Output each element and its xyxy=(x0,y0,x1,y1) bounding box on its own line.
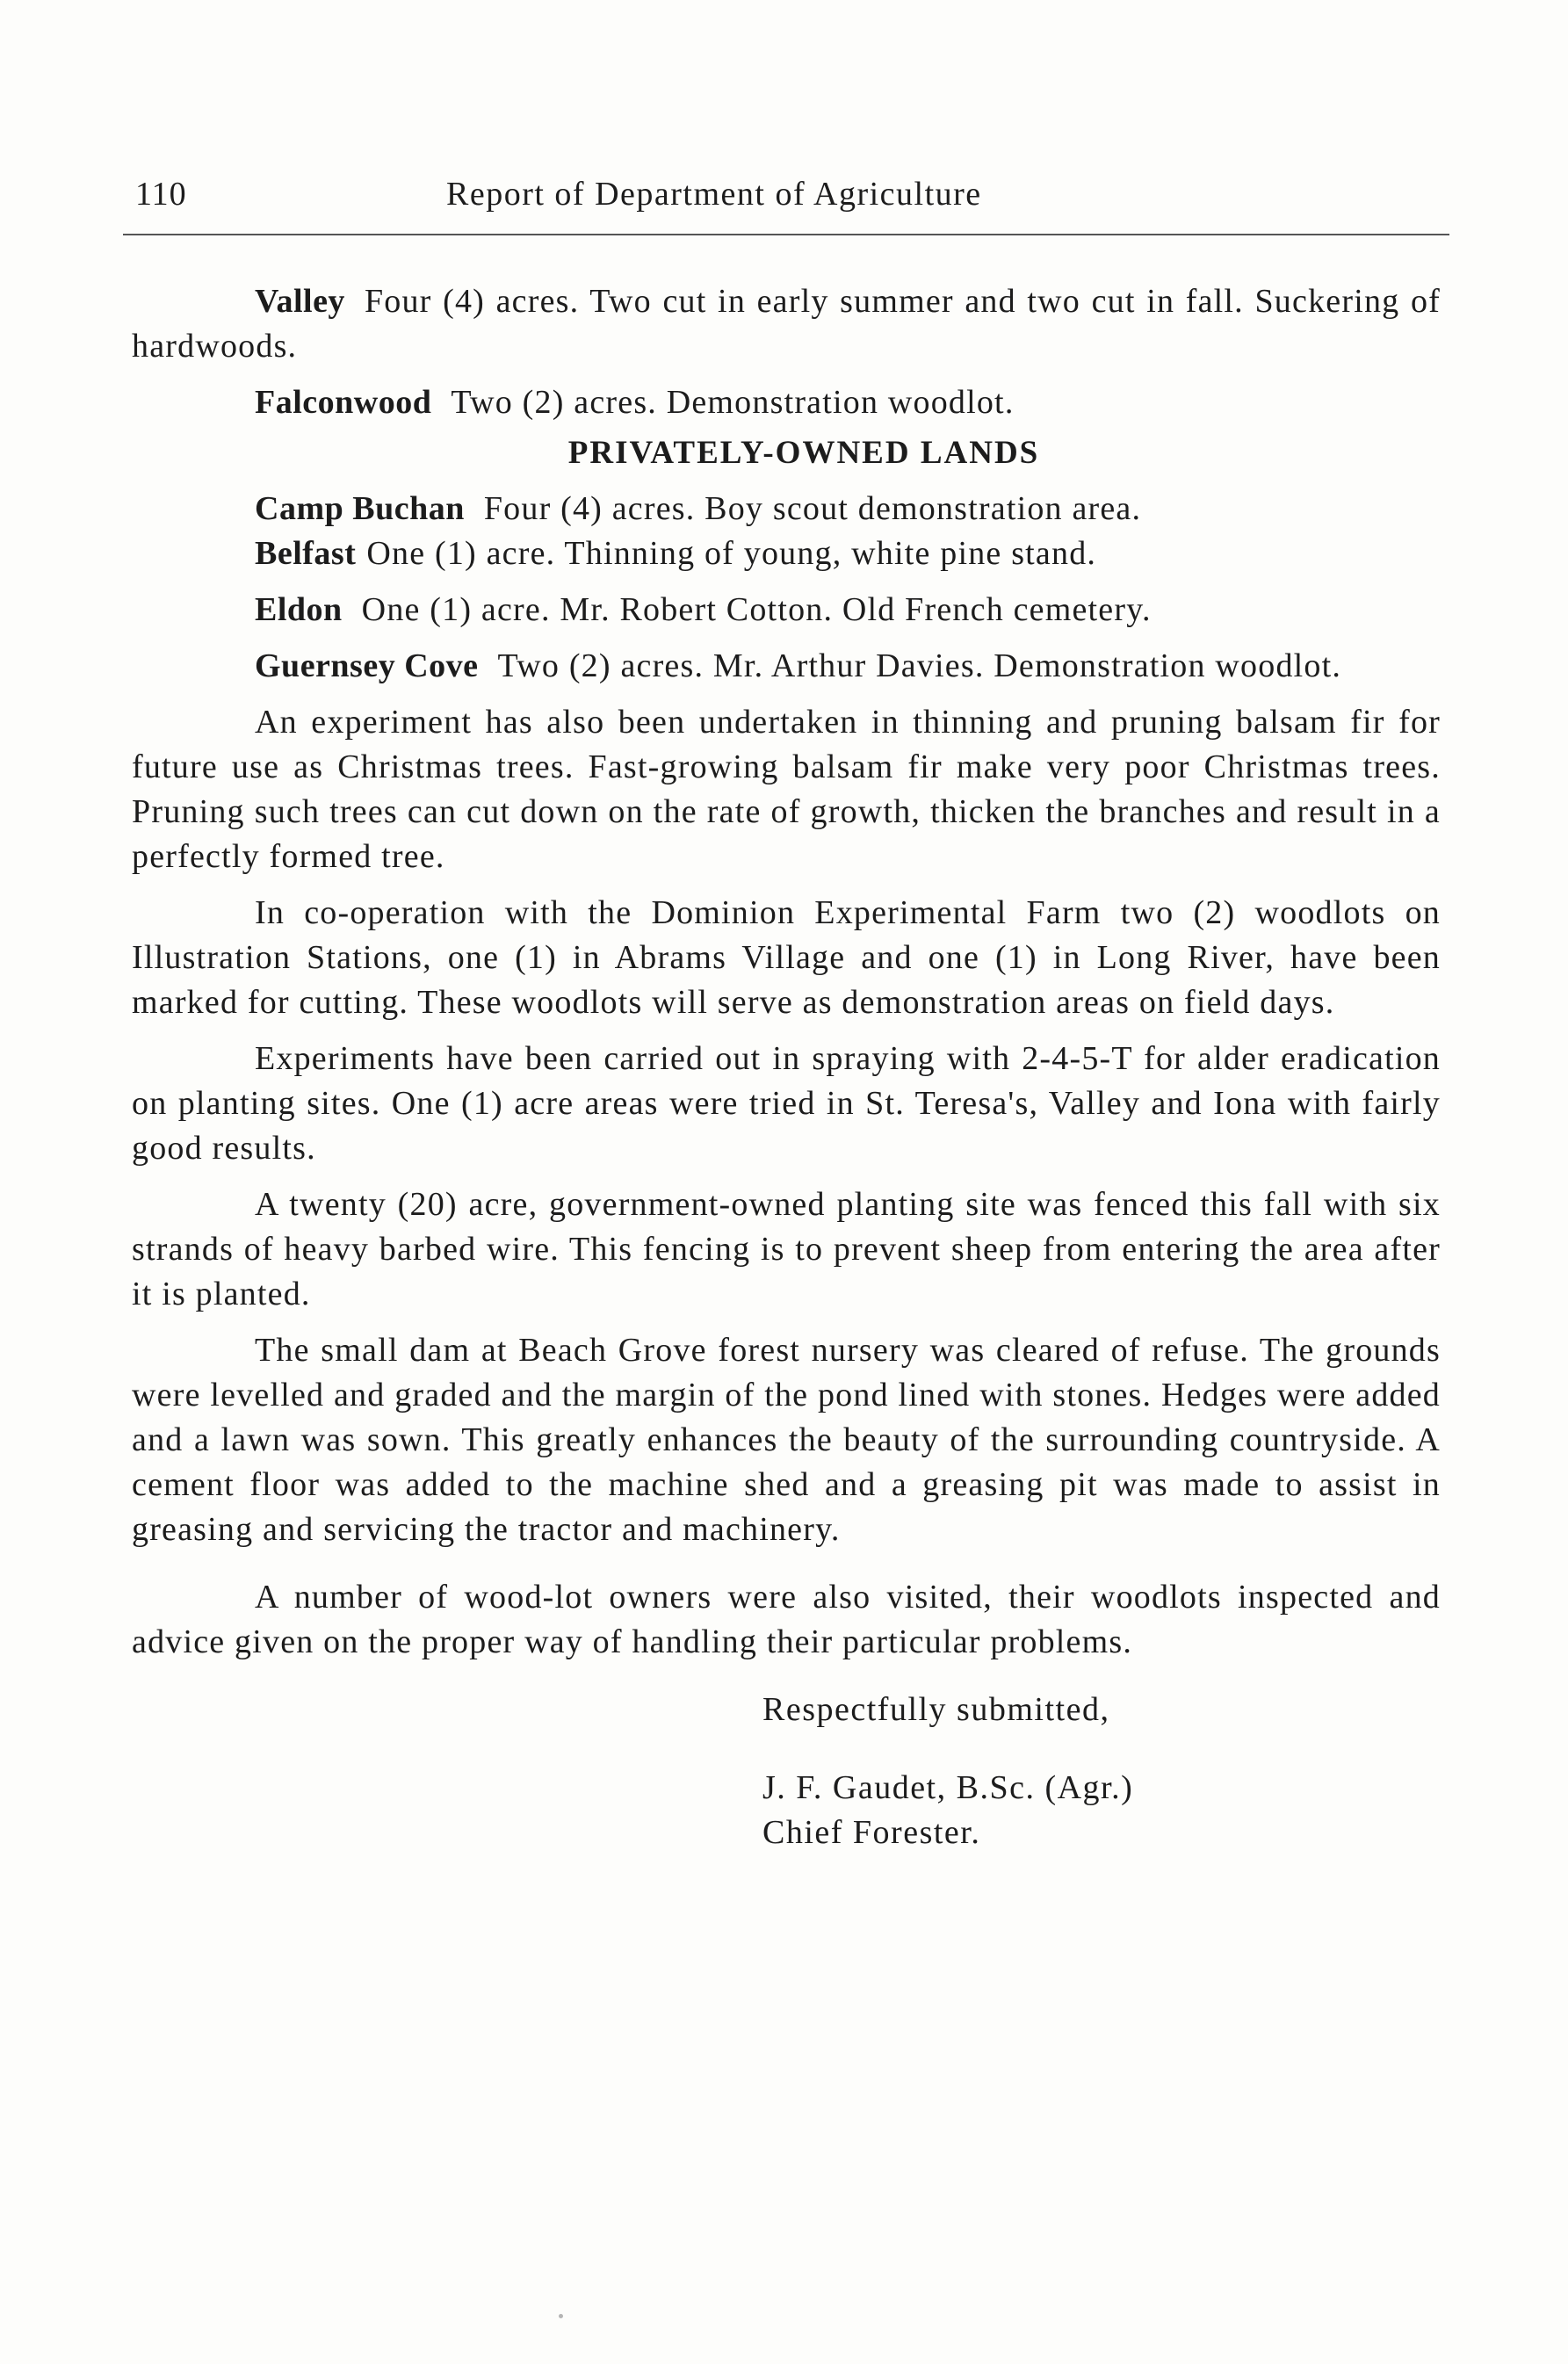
entry-text: Four (4) acres. Boy scout demonstration area. xyxy=(483,490,1142,527)
entry-valley xyxy=(132,279,1441,369)
body-text xyxy=(132,279,1441,1855)
paragraph-christmas-trees: An experiment has also been undertaken in thinning and pruning balsam fir for future use as Christmas trees. Fast-growing balsam fir make very poor Christmas trees. Pruning such trees can cut down on the rate of growth, thicken the branches and result in a perfectly formed tree. xyxy=(132,704,1441,875)
entry-name: Camp Buchan xyxy=(255,490,465,527)
entry-name: Guernsey Cove xyxy=(255,647,479,684)
entry-belfast xyxy=(132,531,1441,576)
entry-text: One (1) acre. Thinning of young, white pine stand. xyxy=(366,535,1097,572)
signatory-name: J. F. Gaudet, B.Sc. (Agr.) xyxy=(762,1769,1134,1806)
entry-name: Valley xyxy=(255,283,345,320)
entry-camp-buchan xyxy=(132,487,1441,531)
entry-text: Two (2) acres. Mr. Arthur Davies. Demonstration woodlot. xyxy=(497,647,1342,684)
entry-name: Falconwood xyxy=(255,384,432,421)
entry-eldon xyxy=(132,588,1441,633)
paragraph-illustration-stations: In co-operation with the Dominion Experimental Farm two (2) woodlots on Illustration Stations, one (1) in Abrams Village and one (1) in Long River, have been marked for cutting. These woodlots will serve as demonstration areas on field days. xyxy=(132,894,1441,1021)
entry-falconwood xyxy=(132,380,1441,425)
page-number: 110 xyxy=(135,176,187,213)
paragraph-spraying-experiments: Experiments have been carried out in spraying with 2-4-5-T for alder eradication on planting sites. One (1) acre areas were tried in St. Teresa's, Valley and Iona with fairly good results. xyxy=(132,1040,1441,1167)
entry-name: Eldon xyxy=(255,591,343,628)
signatory-title: Chief Forester. xyxy=(762,1814,981,1851)
page-header xyxy=(123,172,1449,225)
entry-text: Four (4) acres. Two cut in early summer and two cut in fall. Suckering of hardwoods. xyxy=(132,283,1441,365)
closing-line: Respectfully submitted, xyxy=(762,1691,1110,1728)
paragraph-planting-site-fence: A twenty (20) acre, government-owned planting site was fenced this fall with six strands of heavy barbed wire. This fencing is to prevent sheep from entering the area after it is planted. xyxy=(132,1186,1441,1312)
running-head: Report of Department of Agriculture xyxy=(446,176,982,213)
entry-text: Two (2) acres. Demonstration woodlot. xyxy=(451,384,1015,421)
header-rule xyxy=(123,234,1449,235)
paragraph-beach-grove-nursery: The small dam at Beach Grove forest nursery was cleared of refuse. The grounds were levelled and graded and the margin of the pond lined with stones. Hedges were added and a lawn was sown. This greatly enhances the beauty of the surrounding countryside. A cement floor was added to the machine shed and a greasing pit was made to assist in greasing and servicing the tractor and machinery. xyxy=(132,1332,1441,1548)
signature-block xyxy=(762,1766,1441,1855)
entry-text: One (1) acre. Mr. Robert Cotton. Old French cemetery. xyxy=(361,591,1152,628)
entry-name: Belfast xyxy=(255,535,357,572)
paragraph-woodlot-owners: A number of wood-lot owners were also visited, their woodlots inspected and advice given on the proper way of handling their particular problems. xyxy=(132,1579,1441,1660)
section-heading: PRIVATELY-OWNED LANDS xyxy=(567,435,1040,471)
entry-guernsey-cove xyxy=(132,644,1441,689)
print-speck xyxy=(559,2314,563,2318)
